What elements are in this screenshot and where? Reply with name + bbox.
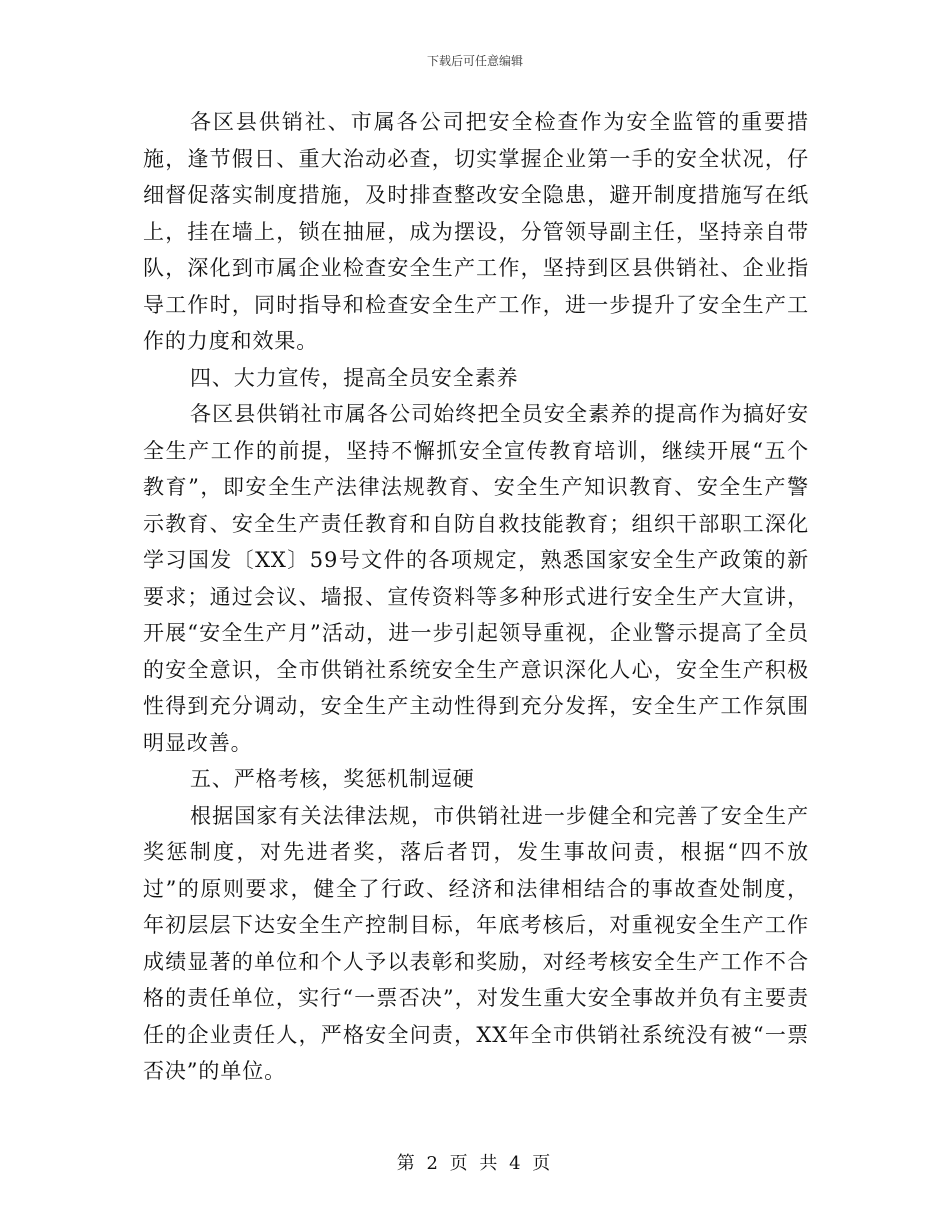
page-number: 第 2 页 共 4 页 (396, 1153, 554, 1174)
document-body (143, 104, 809, 1090)
page-header-note: 下载后可任意编辑 (426, 54, 523, 68)
paragraph-assessment: 根据国家有关法律法规，市供销社进一步健全和完善了安全生产奖惩制度，对先进者奖，落后者罚，发生事故问责，根据“四不放过”的原则要求，健全了行政、经济和法律相结合的事故查处制度，年初层层下达安全生产控制目标，年底考核后，对重视安全生产工作成绩显著的单位和个人予以表彰和奖励，对经考核安全生产工作不合格的责任单位，实行“一票否决”，对发生重大安全事故并负有主要责任的企业责任人，严格安全问责，XX年全市供销社系统没有被“一票否决”的单位。 (143, 803, 809, 1083)
section-heading-five: 五、严格考核，奖惩机制逗硬 (190, 767, 475, 791)
paragraph-safety-education: 各区县供销社市属各公司始终把全员安全素养的提高作为搞好安全生产工作的前提，坚持不懈抓安全宣传教育培训，继续开展“五个教育”，即安全生产法律法规教育、安全生产知识教育、安全生产警示教育、安全生产责任教育和自防自救技能教育；组织干部职工深化学习国发〔XX〕59号文件的各项规定，熟悉国家安全生产政策的新要求；通过会议、墙报、宣传资料等多种形式进行安全生产大宣讲，开展“安全生产月”活动，进一步引起领导重视，企业警示提高了全员的安全意识，全市供销社系统安全生产意识深化人心，安全生产积极性得到充分调动，安全生产主动性得到充分发挥，安全生产工作氛围明显改善。 (143, 402, 809, 755)
paragraph-safety-inspection: 各区县供销社、市属各公司把安全检查作为安全监管的重要措施，逢节假日、重大治动必查，切实掌握企业第一手的安全状况，仔细督促落实制度措施，及时排查整改安全隐患，避开制度措施写在纸上，挂在墙上，锁在抽屉，成为摆设，分管领导副主任，坚持亲自带队，深化到市属企业检查安全生产工作，坚持到区县供销社、企业指导工作时，同时指导和检查安全生产工作，进一步提升了安全生产工作的力度和效果。 (143, 110, 809, 353)
section-heading-four: 四、大力宣传，提高全员安全素养 (190, 365, 519, 390)
